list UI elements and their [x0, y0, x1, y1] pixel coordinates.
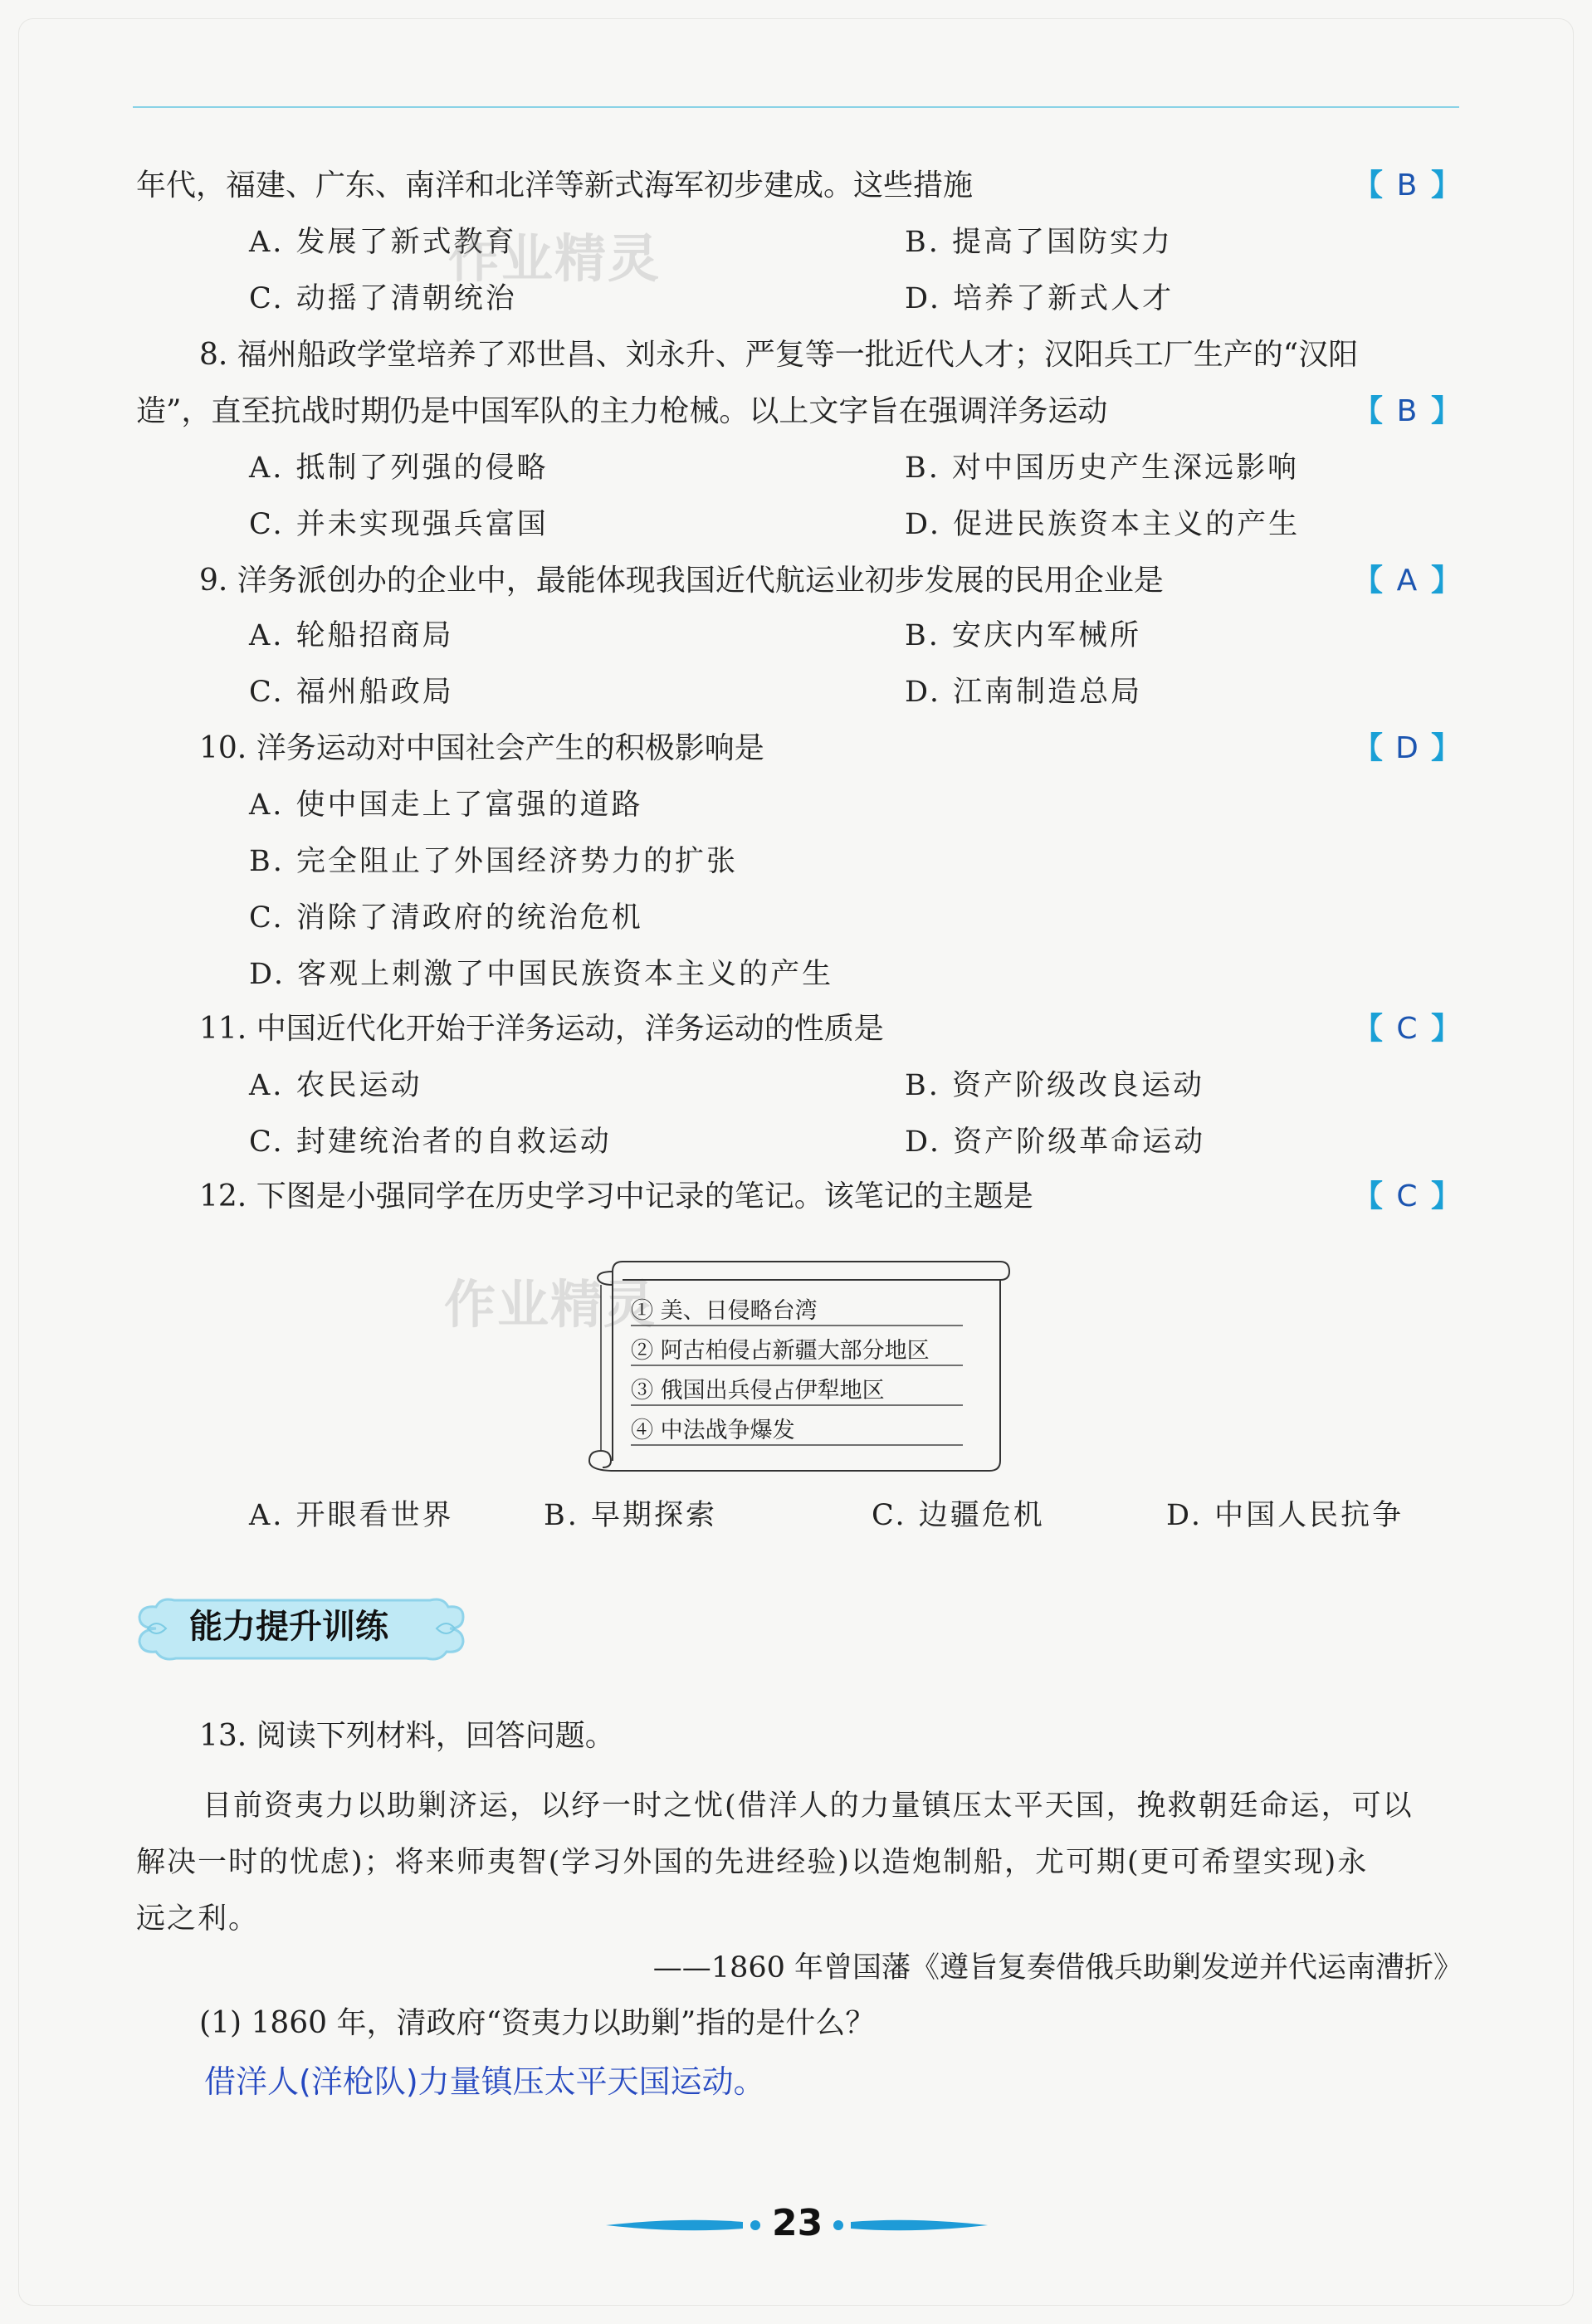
q9-answer: A [1396, 564, 1418, 598]
scroll-item: ③ 俄国出兵侵占伊犁地区 [631, 1378, 885, 1404]
q11-answer-bracket: 【 C 】 [1353, 1008, 1461, 1051]
q11-option-c: C. 封建统治者的自救运动 [249, 1125, 612, 1159]
q10-answer: D [1395, 731, 1419, 765]
q12-option-d: D. 中国人民抗争 [1166, 1499, 1404, 1532]
q12-option-b: B. 早期探索 [544, 1499, 717, 1532]
q11-option-d: D. 资产阶级革命运动 [905, 1125, 1206, 1159]
q9-option-b: B. 安庆内军械所 [905, 619, 1141, 652]
q9-option-d: D. 江南制造总局 [905, 676, 1143, 709]
q8-stem-line1: 8. 福州船政学堂培养了邓世昌、刘永升、严复等一批近代人才；汉阳兵工厂生产的“汉阳 [199, 338, 1359, 372]
q13-material [136, 1778, 1463, 1947]
q9-stem: 9. 洋务派创办的企业中，最能体现我国近代航运业初步发展的民用企业是 [199, 564, 1164, 598]
q12-option-c: C. 边疆危机 [872, 1499, 1045, 1532]
q11-option-b: B. 资产阶级改良运动 [905, 1069, 1204, 1102]
q11-stem: 11. 中国近代化开始于洋务运动，洋务运动的性质是 [199, 1012, 884, 1046]
q9-answer-bracket: 【 A 】 [1353, 559, 1461, 603]
q12-stem: 12. 下图是小强同学在历史学习中记录的笔记。该笔记的主题是 [199, 1179, 1033, 1213]
q7-answer: B [1396, 168, 1418, 203]
q11-answer: C [1396, 1012, 1418, 1046]
section-banner [131, 1594, 471, 1663]
q7-option-c: C. 动摇了清朝统治 [249, 282, 517, 315]
q7-option-a: A. 发展了新式教育 [249, 226, 517, 259]
q13-answer-1: 借洋人(洋枪队)力量镇压太平天国运动。 [204, 2063, 765, 2100]
material-line: 远之利。 [136, 1902, 260, 1936]
q9-option-a: A. 轮船招商局 [249, 619, 454, 652]
q13-stem: 13. 阅读下列材料，回答问题。 [199, 1719, 615, 1753]
q12-answer: C [1396, 1179, 1418, 1213]
q7-option-b: B. 提高了国防实力 [905, 226, 1173, 259]
q10-option-b: B. 完全阻止了外国经济势力的扩张 [249, 845, 738, 878]
watermark: 作业精灵 [448, 228, 662, 289]
q10-option-d: D. 客观上刺激了中国民族资本主义的产生 [249, 958, 834, 991]
q7-option-d: D. 培养了新式人才 [905, 282, 1174, 315]
q8-answer-bracket: 【 B 】 [1353, 390, 1461, 433]
q10-answer-bracket: 【 D 】 [1353, 727, 1461, 770]
q10-option-c: C. 消除了清政府的统治危机 [249, 901, 643, 935]
q10-option-a: A. 使中国走上了富强的道路 [249, 788, 643, 822]
q7-answer-bracket: 【 B 】 [1353, 164, 1461, 208]
q10-stem: 10. 洋务运动对中国社会产生的积极影响是 [199, 731, 764, 765]
scroll-item: ① 美、日侵略台湾 [631, 1298, 818, 1324]
q8-option-d: D. 促进民族资本主义的产生 [905, 508, 1301, 541]
material-line: 目前资夷力以助剿济运，以纾一时之忧(借洋人的力量镇压太平天国，挽救朝廷命运，可以 [203, 1789, 1414, 1823]
header-rule [133, 106, 1459, 108]
q8-option-c: C. 并未实现强兵富国 [249, 508, 549, 541]
q8-option-b: B. 对中国历史产生深远影响 [905, 452, 1299, 485]
q12-answer-bracket: 【 C 】 [1353, 1175, 1461, 1218]
q8-option-a: A. 抵制了列强的侵略 [249, 452, 549, 485]
page-number: 23 [772, 2202, 823, 2244]
q8-answer: B [1396, 394, 1418, 428]
page-footer [598, 2195, 996, 2253]
note-scroll [581, 1253, 1013, 1477]
scroll-item: ② 阿古柏侵占新疆大部分地区 [631, 1338, 930, 1364]
q7-stem: 年代，福建、广东、南洋和北洋等新式海军初步建成。这些措施 [136, 168, 974, 203]
scroll-item: ④ 中法战争爆发 [631, 1418, 795, 1443]
section-title: 能力提升训练 [189, 1608, 388, 1646]
q13-subquestion-1: (1) 1860 年，清政府“资夷力以助剿”指的是什么？ [199, 2006, 876, 2040]
q8-stem-line2: 造”，直至抗战时期仍是中国军队的主力枪械。以上文字旨在强调洋务运动 [136, 394, 1108, 428]
q12-option-a: A. 开眼看世界 [249, 1499, 454, 1532]
watermark-2: 作业精灵 [444, 1274, 657, 1335]
q9-option-c: C. 福州船政局 [249, 676, 454, 709]
material-line: 解决一时的忧虑)；将来师夷智(学习外国的先进经验)以造炮制船，尤可期(更可希望实现)永 [136, 1846, 1369, 1879]
q11-option-a: A. 农民运动 [249, 1069, 422, 1102]
q13-source: ——1860 年曾国藩《遵旨复奏借俄兵助剿发逆并代运南漕折》 [652, 1951, 1463, 1985]
